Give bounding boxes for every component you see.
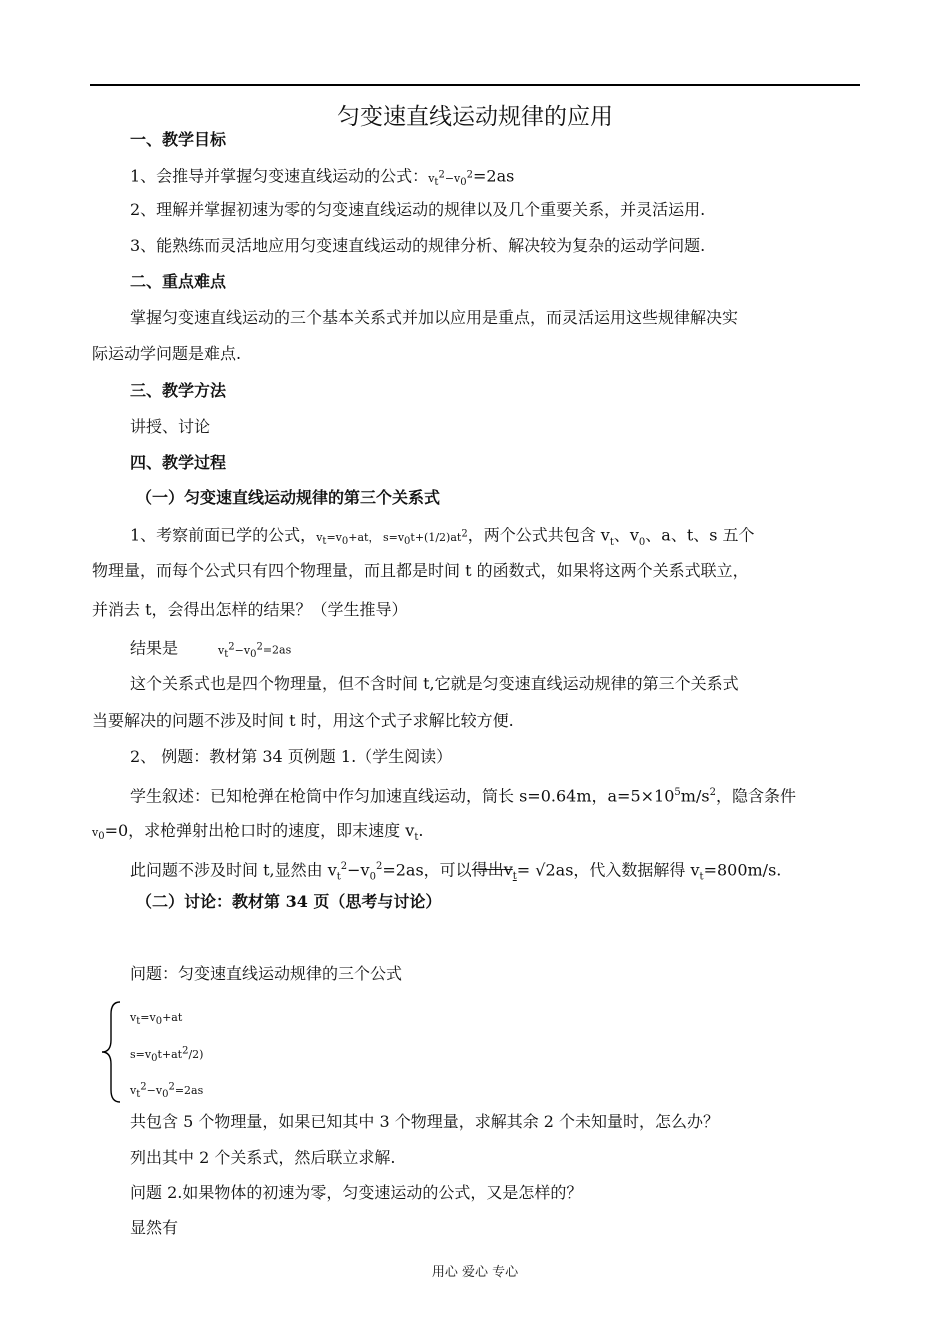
section-4-heading: 四、教学过程 [130,453,227,472]
discussion-line-1: 共包含 5 个物理量，如果已知其中 3 个物理量，求解其余 2 个未知量时，怎么办？ [130,1112,720,1131]
paragraph-1-line-1: 1、考察前面已学的公式，$v_t=v_0+at$， $s=v_0t+(1/2)at^2$，两个公式共包含 $v_t$、$v_0$、a、t、s 五个 [130,525,755,548]
question-1: 问题：匀变速直线运动规律的三个公式 [130,964,403,983]
example-reference: 2、 例题：教材第 34 页例题 1.（学生阅读） [130,747,453,766]
discussion-line-4: 显然有 [130,1218,179,1237]
result-line: 结果是 $v_t^2-v_0^2=2as$ [130,638,292,660]
paragraph-2-line-2: 当要解决的问题不涉及时间 t 时，用这个式子求解比较方便. [92,711,514,730]
question-2: 问题 2.如果物体的初速为零，匀变速运动的公式，又是怎样的？ [130,1183,583,1202]
solution-line: 此问题不涉及时间 t,显然由 $v_t^2-v_0^2=2as$，可以得出$v_t= √2as$，代入数据解得 $v_t=800m/s$. [130,860,782,883]
student-narration-line-2: $v_0=0$，求枪弹射出枪口时的速度，即末速度 $v_t$. [92,821,424,844]
objective-2: 2、理解并掌握初速为零的匀变速直线运动的规律以及几个重要关系，并灵活运用. [130,200,706,219]
page-title: 匀变速直线运动规律的应用 [337,104,613,130]
page-footer: 用心 爱心 专心 [431,1265,519,1280]
header-rule [90,84,860,86]
subsection-1-heading: （一）匀变速直线运动规律的第三个关系式 [136,488,441,507]
subsection-2-heading: （二）讨论：教材第 34 页（思考与讨论） [136,892,442,911]
formula-2: $s=v_0t+at^2/2$) [130,1045,204,1064]
objective-3: 3、能熟练而灵活地应用匀变速直线运动的规律分析、解决较为复杂的运动学问题. [130,236,706,255]
paragraph-2-line-1: 这个关系式也是四个物理量，但不含时间 t,它就是匀变速直线运动规律的第三个关系式 [130,674,739,693]
formula-1: $v_t=v_0+at$ [130,1011,183,1028]
formula-3: $v_t^2-v_0^2=2as$ [130,1081,204,1100]
section-1-heading: 一、教学目标 [130,130,227,149]
paragraph-1-line-2: 物理量，而每个公式只有四个物理量，而且都是时间 t 的函数式，如果将这两个关系式联立， [92,561,749,580]
discussion-line-2: 列出其中 2 个关系式，然后联立求解. [130,1148,396,1167]
formula-brace [100,1000,122,1104]
teaching-method: 讲授、讨论 [130,417,211,436]
paragraph-1-line-3: 并消去 t，会得出怎样的结果？（学生推导） [92,600,408,619]
section-3-heading: 三、教学方法 [130,381,227,400]
section-2-heading: 二、重点难点 [130,272,227,291]
objective-1: 1、会推导并掌握匀变速直线运动的公式：$v_t^2-v_0^2=2as$ [130,166,515,188]
student-narration-line-1: 学生叙述：已知枪弹在枪筒中作匀加速直线运动，筒长 s=0.64m，$a=5\times 10^5m/s^2$，隐含条件 [130,786,796,806]
key-points-line-1: 掌握匀变速直线运动的三个基本关系式并加以应用是重点，而灵活运用这些规律解决实 [130,308,739,327]
struck-text: 得出$v_t$ [471,860,517,883]
key-points-line-2: 际运动学问题是难点. [92,344,242,363]
